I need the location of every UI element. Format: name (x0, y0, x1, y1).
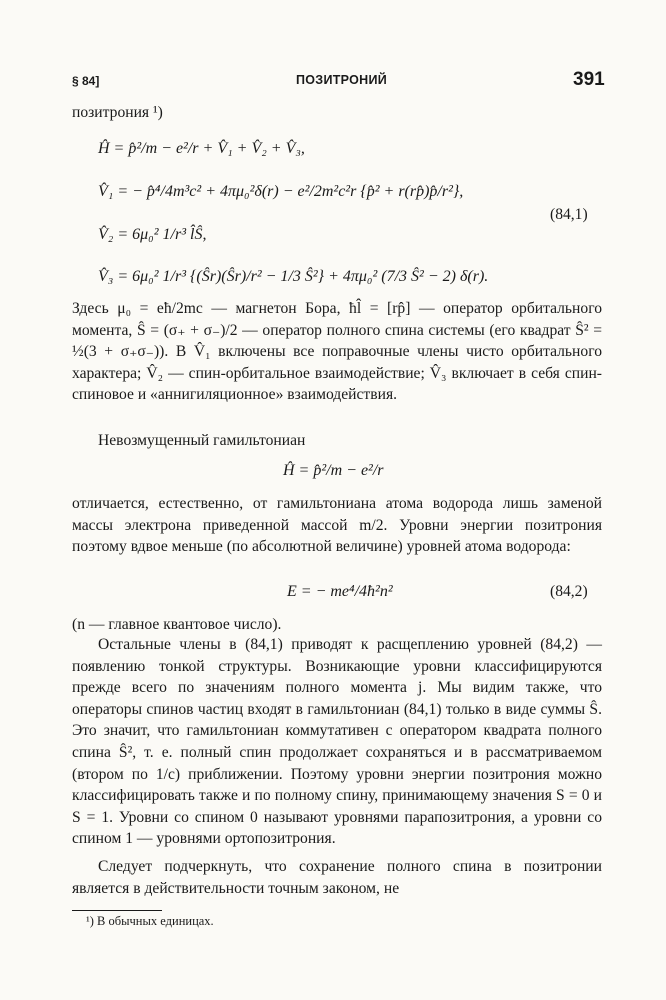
equation-number-84-2: (84,2) (550, 583, 588, 600)
paragraph-unperturbed-intro: Невозмущенный гамильтониан (98, 432, 306, 449)
equation-v2: V̂₂ = 6μ₀² 1/r³ l̂Ŝ, (98, 226, 207, 243)
paragraph-levels: отличается, естественно, от гамильтониана атома водорода лишь заменой массы электрона приведенной массой m/2. Уровни энергии позитрония поэтому вдвое меньше (по абсолютной величине) уровней атома водорода: (72, 495, 602, 556)
running-title: ПОЗИТРОНИЙ (296, 73, 388, 87)
paragraph-fine-structure: Остальные члены в (84,1) приводят к расщеплению уровней (84,2) — появлению тонкой структуры. Возникающие уровни классифицируются прежде всего по значениям полного момента j. Мы видим также, что операторы спинов частиц входят в гамильтониан (84,1) только в виде суммы Ŝ. Это значит, что гамильтониан коммутативен с оператором квадрата полного спина Ŝ², т. е. полный спин продолжает сохраняться и в рассматриваемом (втором по 1/c) приближении. Поэтому уровни энергии позитрония можно классифицировать также и по полному спину, принимающему значения S = 0 и S = 1. Уровни со спином 0 называют уровнями парапозитрония, а уровни со спином 1 — уровнями ортопозитрония. (72, 636, 602, 848)
equation-unperturbed: Ĥ = p̂²/m − e²/r (283, 462, 384, 479)
equation-hamiltonian: Ĥ = p̂²/m − e²/r + V̂₁ + V̂₂ + V̂₃, (98, 140, 305, 157)
footnote: ¹) В обычных единицах. (86, 914, 214, 928)
paragraph-n-note: (n — главное квантовое число). (72, 616, 282, 633)
paragraph-spin-conservation: Следует подчеркнуть, что сохранение полного спина в позитронии является в действительности точным законом, не (72, 858, 602, 897)
equation-v3: V̂₃ = 6μ₀² 1/r³ {(Ŝr)(Ŝr)/r² − 1/3 Ŝ²} + 4πμ₀² (7/3 Ŝ² − 2) δ(r). (98, 268, 489, 285)
equation-v1: V̂₁ = − p̂⁴/4m³c² + 4πμ₀²δ(r) − e²/2m²c²r {p̂² + r(rp̂)p̂/r²}, (98, 183, 464, 200)
equation-number-84-1: (84,1) (550, 206, 588, 223)
footnote-rule (72, 910, 162, 911)
intro-text: позитрония ¹) (72, 104, 163, 121)
equation-energy: E = − me⁴/4ħ²n² (287, 583, 393, 600)
section-marker: § 84] (72, 74, 100, 88)
page-number: 391 (573, 69, 605, 90)
paragraph-definitions: Здесь μ₀ = eħ/2mc — магнетон Бора, ħl̂ = [rp̂] — оператор орбитального момента, Ŝ = (σ₊ + σ₋)/2 — оператор полного спина системы (его квадрат Ŝ² = ½(3 + σ₊σ₋)). В V̂₁ включены все поправочные члены чисто орбитального характера; V̂₂ — спин-орбитальное взаимодействие; V̂₃ включает в себя спин-спиновое и «аннигиляционное» взаимодействия. (72, 300, 602, 404)
